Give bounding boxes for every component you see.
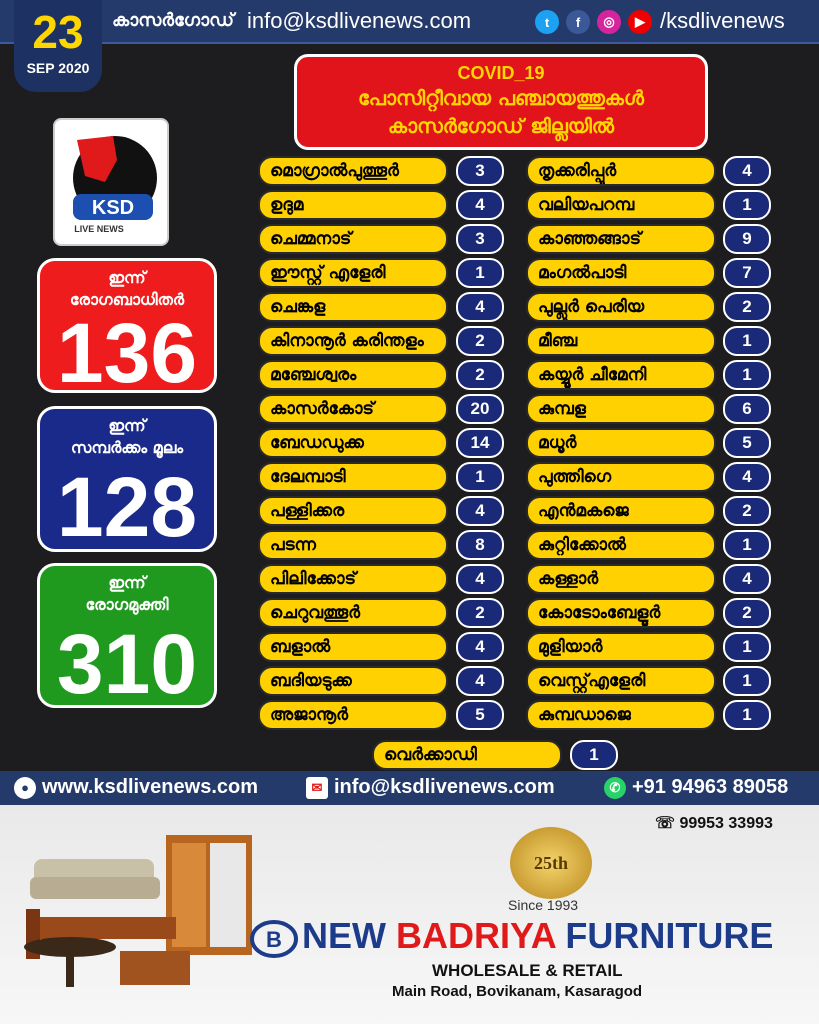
mail-icon: ✉ bbox=[306, 777, 328, 799]
stat-infected bbox=[37, 258, 217, 400]
case-count: 4 bbox=[456, 632, 504, 662]
panchayat-name: കുമ്പള bbox=[526, 394, 716, 424]
case-count: 1 bbox=[456, 258, 504, 288]
stat-label-today: ഇന്ന് bbox=[108, 573, 146, 592]
case-count: 4 bbox=[456, 564, 504, 594]
case-count: 2 bbox=[456, 360, 504, 390]
panchayat-name: പള്ളിക്കര bbox=[258, 496, 448, 526]
stat-recovered bbox=[37, 563, 217, 711]
case-count: 3 bbox=[456, 224, 504, 254]
stat-value: 128 bbox=[56, 460, 198, 554]
panchayat-name: ദേലമ്പാടി bbox=[258, 462, 448, 492]
panchayat-name: എൻമകജെ bbox=[526, 496, 716, 526]
logo-subtext: LIVE NEWS bbox=[74, 224, 124, 234]
stat-label-today: ഇന്ന് bbox=[108, 268, 146, 287]
stat-value: 136 bbox=[56, 306, 198, 400]
panchayat-name: മീഞ്ച bbox=[526, 326, 716, 356]
twitter-icon[interactable]: t bbox=[535, 10, 559, 34]
brand-word-3: FURNITURE bbox=[565, 915, 774, 956]
social-icons bbox=[535, 10, 652, 34]
top-bar bbox=[0, 0, 819, 44]
panchayat-name: തൃക്കരിപ്പൂർ bbox=[526, 156, 716, 186]
panchayat-name: വെസ്റ്റ്എളേരി bbox=[526, 666, 716, 696]
ad-phone[interactable]: ☏ 99953 33993 bbox=[655, 815, 773, 832]
case-count: 1 bbox=[456, 462, 504, 492]
case-count: 4 bbox=[456, 666, 504, 696]
case-count: 1 bbox=[723, 530, 771, 560]
b-logo-icon bbox=[250, 919, 298, 959]
globe-icon: ● bbox=[14, 777, 36, 799]
date-badge bbox=[14, 0, 102, 92]
panchayat-name: ചെമ്മനാട് bbox=[258, 224, 448, 254]
stat-label: സമ്പർക്കം മൂലം bbox=[70, 438, 184, 457]
whatsapp-text[interactable]: +91 94963 89058 bbox=[632, 776, 789, 798]
stat-value: 310 bbox=[56, 617, 198, 711]
anniversary-badge bbox=[510, 827, 592, 899]
panchayat-name: മുളിയാർ bbox=[526, 632, 716, 662]
panchayat-name: കാഞ്ഞങ്ങാട് bbox=[526, 224, 716, 254]
ad-address: Main Road, Bovikanam, Kasaragod bbox=[392, 983, 643, 1000]
panchayat-name: കോടോംബേളൂർ bbox=[526, 598, 716, 628]
contact-bar bbox=[0, 771, 819, 805]
youtube-icon[interactable]: ▶ bbox=[628, 10, 652, 34]
ad-tagline: WHOLESALE & RETAIL bbox=[432, 961, 623, 980]
stat-label: രോഗമുക്തി bbox=[85, 595, 169, 614]
case-count: 1 bbox=[723, 360, 771, 390]
headline-line3: കാസർഗോഡ് ജില്ലയിൽ bbox=[387, 114, 615, 138]
panchayat-name: കിനാനൂർ കരിന്തളം bbox=[258, 326, 448, 356]
case-count: 4 bbox=[456, 190, 504, 220]
panchayat-name: കാസർകോട് bbox=[258, 394, 448, 424]
case-count: 2 bbox=[456, 598, 504, 628]
panchayat-name: ഉദുമ bbox=[258, 190, 448, 220]
whatsapp-icon: ✆ bbox=[604, 777, 626, 799]
case-count: 7 bbox=[723, 258, 771, 288]
date-day: 23 bbox=[32, 6, 84, 58]
case-count: 1 bbox=[570, 740, 618, 770]
whatsapp-contact[interactable] bbox=[604, 776, 788, 799]
district-label: കാസർഗോഡ് bbox=[112, 10, 234, 31]
case-count: 1 bbox=[723, 190, 771, 220]
case-count: 4 bbox=[456, 496, 504, 526]
case-count: 1 bbox=[723, 666, 771, 696]
case-count: 1 bbox=[723, 700, 771, 730]
case-count: 8 bbox=[456, 530, 504, 560]
panchayat-name: കുറ്റിക്കോൽ bbox=[526, 530, 716, 560]
panchayat-name: ചെങ്കള bbox=[258, 292, 448, 322]
anniversary-text: 25th bbox=[533, 852, 568, 873]
panchayat-name: ബളാൽ bbox=[258, 632, 448, 662]
case-count: 6 bbox=[723, 394, 771, 424]
logo-text: KSD bbox=[91, 197, 135, 219]
panchayat-name: പുല്ലൂർ പെരിയ bbox=[526, 292, 716, 322]
panchayat-name: ചെറുവത്തൂർ bbox=[258, 598, 448, 628]
panchayat-name: പിലിക്കോട് bbox=[258, 564, 448, 594]
brand-name bbox=[248, 915, 773, 957]
panchayat-name: മംഗൽപാടി bbox=[526, 258, 716, 288]
panchayat-name: ബേഡഡുക്ക bbox=[258, 428, 448, 458]
case-count: 1 bbox=[723, 326, 771, 356]
panchayat-name: മഞ്ചേശ്വരം bbox=[258, 360, 448, 390]
panchayat-name: മൊഗ്രാൽപുത്തൂർ bbox=[258, 156, 448, 186]
headline-box bbox=[294, 54, 708, 150]
case-count: 2 bbox=[723, 496, 771, 526]
ksd-logo bbox=[53, 118, 169, 246]
panchayat-name: വലിയപറമ്പ bbox=[526, 190, 716, 220]
panchayat-name: മധൂർ bbox=[526, 428, 716, 458]
case-count: 2 bbox=[723, 292, 771, 322]
furniture-image bbox=[20, 829, 260, 999]
case-count: 4 bbox=[723, 564, 771, 594]
case-count: 4 bbox=[723, 462, 771, 492]
furniture-ad bbox=[0, 805, 819, 1024]
email-contact[interactable] bbox=[306, 776, 555, 799]
panchayat-name: അജാനൂർ bbox=[258, 700, 448, 730]
panchayat-name: കുമ്പഡാജെ bbox=[526, 700, 716, 730]
email-text[interactable]: info@ksdlivenews.com bbox=[334, 776, 555, 798]
case-count: 5 bbox=[723, 428, 771, 458]
case-count: 3 bbox=[456, 156, 504, 186]
panchayat-name: വെർക്കാഡി bbox=[372, 740, 562, 770]
brand-word-2: BADRIYA bbox=[396, 915, 556, 956]
website-text[interactable]: www.ksdlivenews.com bbox=[42, 776, 259, 798]
case-count: 1 bbox=[723, 632, 771, 662]
stat-label-today: ഇന്ന് bbox=[108, 416, 146, 435]
header-email[interactable]: info@ksdlivenews.com bbox=[247, 8, 472, 33]
panchayat-name: കയ്യൂർ ചീമേനി bbox=[526, 360, 716, 390]
case-count: 2 bbox=[456, 326, 504, 356]
facebook-icon[interactable]: f bbox=[566, 10, 590, 34]
case-count: 9 bbox=[723, 224, 771, 254]
panchayat-name: കള്ളാർ bbox=[526, 564, 716, 594]
ksd-logo-icon bbox=[55, 120, 167, 244]
headline-covid: COVID_19 bbox=[457, 63, 545, 83]
case-count: 5 bbox=[456, 700, 504, 730]
stat-label: രോഗബാധിതർ bbox=[69, 290, 185, 309]
stat-contact bbox=[37, 406, 217, 552]
instagram-icon[interactable]: ◎ bbox=[597, 10, 621, 34]
svg-text:B: B bbox=[266, 927, 282, 952]
date-month: SEP 2020 bbox=[26, 60, 90, 76]
case-count: 4 bbox=[456, 292, 504, 322]
case-count: 2 bbox=[723, 598, 771, 628]
since-text: Since 1993 bbox=[508, 897, 579, 913]
brand-word-1: NEW bbox=[302, 915, 387, 956]
case-count: 20 bbox=[456, 394, 504, 424]
panchayat-name: ഈസ്റ്റ് എളേരി bbox=[258, 258, 448, 288]
case-count: 14 bbox=[456, 428, 504, 458]
panchayat-name: ബദിയടുക്ക bbox=[258, 666, 448, 696]
headline-line2: പോസിറ്റീവായ പഞ്ചായത്തുകൾ bbox=[358, 86, 644, 110]
ad-phone-number[interactable]: 99953 33993 bbox=[679, 815, 773, 832]
case-count: 4 bbox=[723, 156, 771, 186]
panchayat-name: പടന്ന bbox=[258, 530, 448, 560]
website-contact[interactable] bbox=[14, 776, 258, 799]
panchayat-name: പുത്തിഗെ bbox=[526, 462, 716, 492]
social-handle[interactable]: /ksdlivenews bbox=[660, 8, 785, 33]
